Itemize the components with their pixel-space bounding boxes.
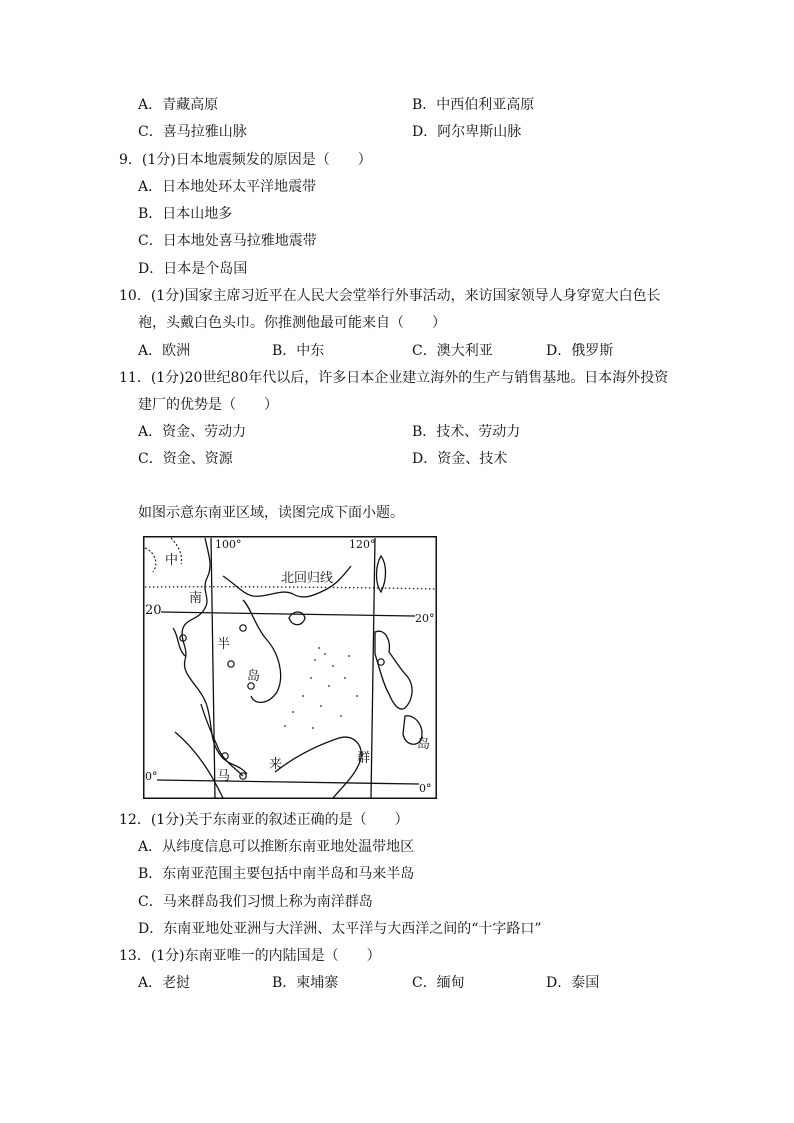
q12-option-c[interactable]: C．马来群岛我们习惯上称为南洋群岛 <box>138 894 373 910</box>
q11-option-c[interactable]: C．资金、资源 <box>138 451 233 467</box>
q8-option-d[interactable]: D．阿尔卑斯山脉 <box>412 124 522 140</box>
map-char-lai: 来 <box>269 757 283 772</box>
q10-option-b[interactable]: B．中东 <box>272 343 325 359</box>
q11-option-a[interactable]: A．资金、劳动力 <box>138 424 247 440</box>
q10-stem-line1: 10．(1分)国家主席习近平在人民大会堂举行外事活动，来访国家领导人身穿宽大白色长 <box>119 288 661 304</box>
map-char-nan: 南 <box>189 591 203 606</box>
q9-option-c[interactable]: C．日本地处喜马拉雅地震带 <box>138 233 317 249</box>
label-lat-0-right: 0° <box>419 782 432 795</box>
q10-stem-line2: 袍，头戴白色头巾。你推测他最可能来自（ ） <box>138 315 446 331</box>
label-lat-20-right: 20° <box>415 612 435 625</box>
label-lat-0-left: 0° <box>145 770 158 783</box>
q10-option-c[interactable]: C．澳大利亚 <box>412 343 493 359</box>
q13-option-a[interactable]: A．老挝 <box>138 975 191 991</box>
q12-option-d[interactable]: D．东南亚地处亚洲与大洋洲、太平洋与大西洋之间的“十字路口” <box>138 921 542 937</box>
q13-option-b[interactable]: B．柬埔寨 <box>272 975 339 991</box>
q11-stem-line2: 建厂的优势是（ ） <box>138 397 278 413</box>
q13-option-c[interactable]: C．缅甸 <box>412 975 465 991</box>
q10-option-a[interactable]: A．欧洲 <box>138 343 191 359</box>
map-char-qun: 群 <box>357 751 371 766</box>
q11-option-d[interactable]: D．资金、技术 <box>412 451 508 467</box>
label-lon-120: 120° <box>349 538 376 551</box>
q12-option-b[interactable]: B．东南亚范围主要包括中南半岛和马来半岛 <box>138 866 415 882</box>
q9-option-a[interactable]: A．日本地处环太平洋地震带 <box>138 179 317 195</box>
map-char-dao: 岛 <box>247 669 261 684</box>
q11-option-b[interactable]: B．技术、劳动力 <box>412 424 521 440</box>
q10-option-d[interactable]: D．俄罗斯 <box>546 343 614 359</box>
q9-option-b[interactable]: B．日本山地多 <box>138 206 233 222</box>
q8-option-a[interactable]: A．青藏高原 <box>138 97 219 113</box>
q8-option-b[interactable]: B．中西伯利亚高原 <box>412 97 535 113</box>
q12-option-a[interactable]: A．从纬度信息可以推断东南亚地处温带地区 <box>138 839 415 855</box>
q9-option-d[interactable]: D．日本是个岛国 <box>138 261 248 277</box>
map-char-zhong: 中 <box>165 553 179 568</box>
label-lon-100: 100° <box>215 538 242 551</box>
map-char-ban: 半 <box>217 637 231 652</box>
label-tropic-of-cancer: 北回归线 <box>281 571 334 586</box>
q11-stem-line1: 11．(1分)20世纪80年代以后，许多日本企业建立海外的生产与销售基地。日本海外投资 <box>119 370 669 386</box>
label-lat-20-left: 20 <box>145 603 162 618</box>
q8-option-c[interactable]: C．喜马拉雅山脉 <box>138 124 247 140</box>
southeast-asia-map <box>143 536 437 799</box>
q9-stem: 9．(1分)日本地震频发的原因是（ ） <box>119 152 372 168</box>
map-char-ma: 马 <box>217 769 231 784</box>
q13-stem: 13．(1分)东南亚唯一的内陆国是（ ） <box>119 948 381 964</box>
q13-option-d[interactable]: D．泰国 <box>546 975 600 991</box>
map-char-dao2: 岛 <box>417 737 431 752</box>
map-intro-text: 如图示意东南亚区域，读图完成下面小题。 <box>138 505 404 521</box>
q12-stem: 12．(1分)关于东南亚的叙述正确的是（ ） <box>119 812 409 828</box>
